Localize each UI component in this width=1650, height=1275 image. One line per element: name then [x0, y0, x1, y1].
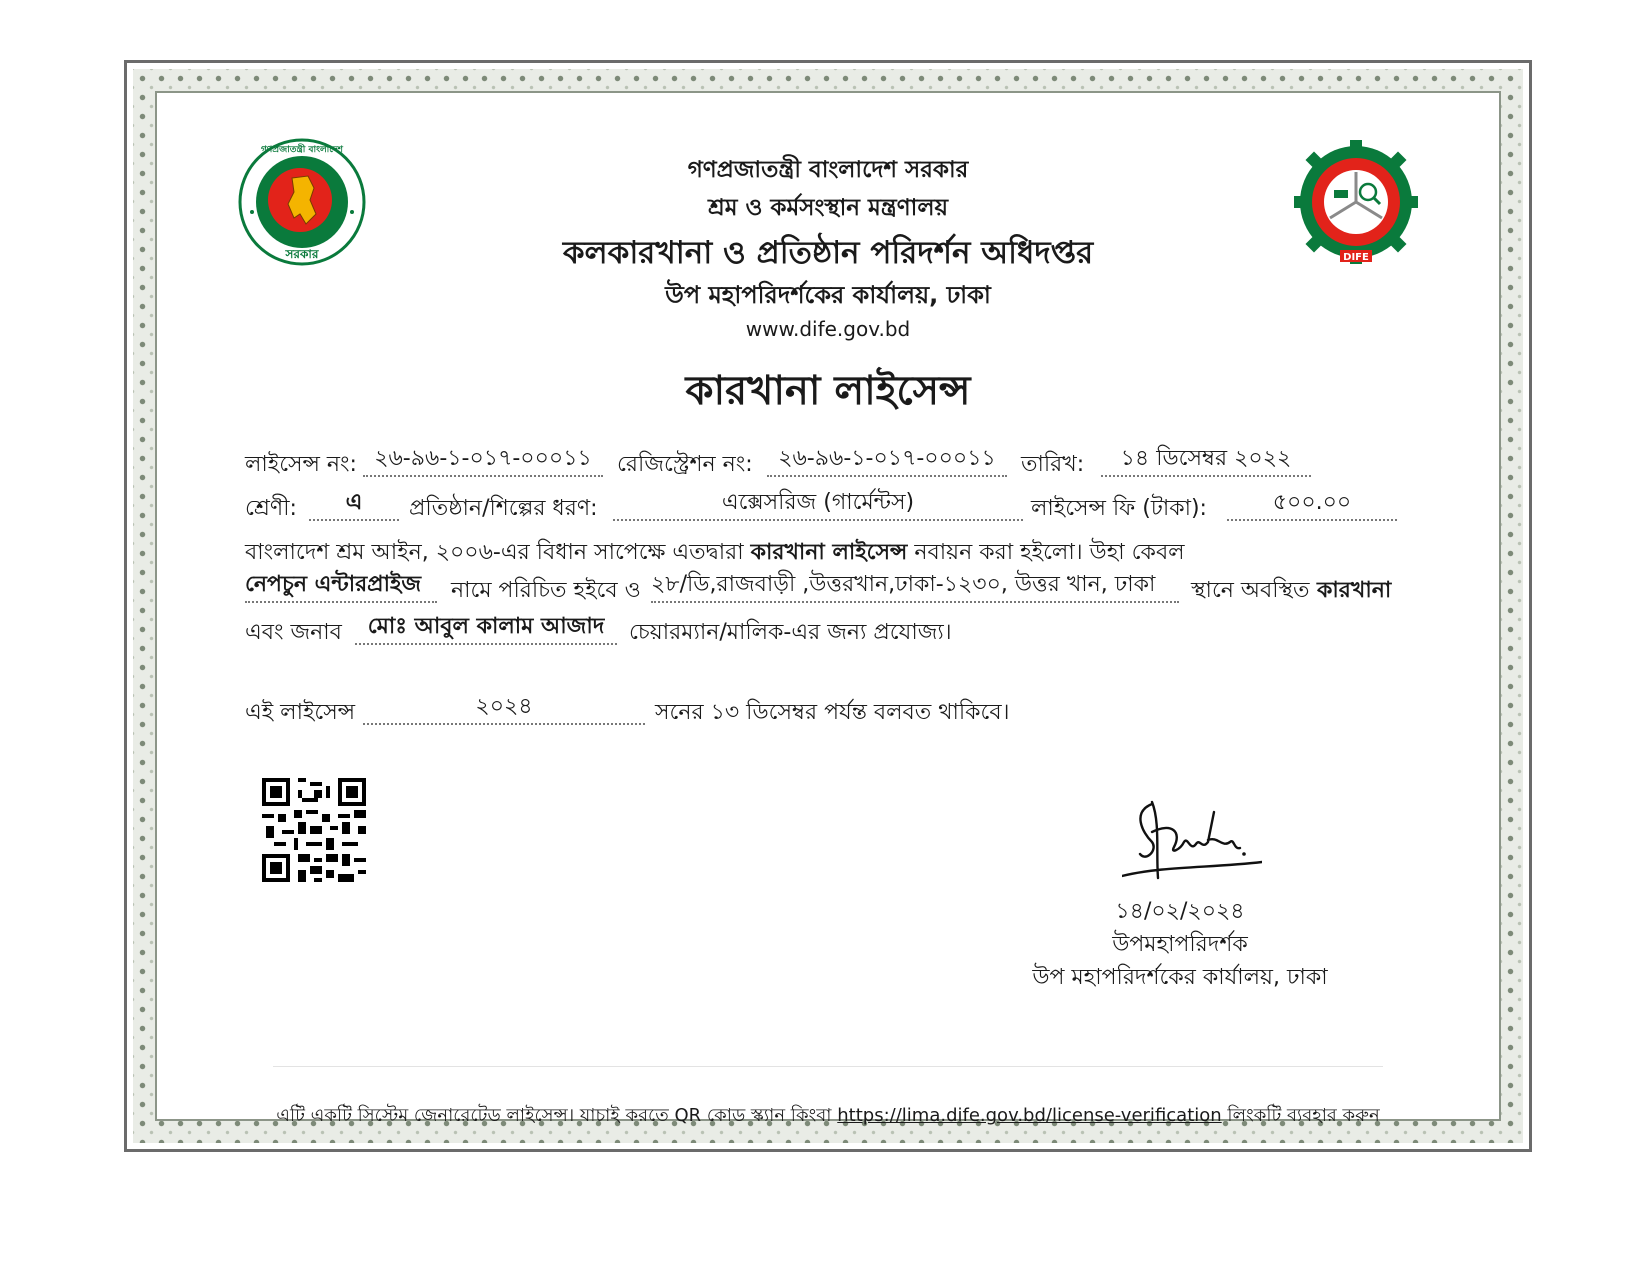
body-text: চেয়ারম্যান/মালিক-এর জন্য প্রযোজ্য। [629, 620, 952, 645]
license-row-1 [157, 445, 1499, 485]
dife-logo-icon [1292, 138, 1420, 266]
owner-name: মোঃ আবুল কালাম আজাদ [355, 613, 617, 645]
verification-link[interactable]: https://lima.dife.gov.bd/license-verification [837, 1105, 1222, 1126]
class-label: শ্রেণী: [245, 496, 297, 521]
body-text: বাংলাদেশ শ্রম আইন, ২০০৬-এর বিধান সাপেক্ষে এতদ্বারা [245, 540, 744, 565]
footer-text: লিংকটি ব্যবহার করুন [1227, 1105, 1380, 1126]
class-value: এ [309, 489, 399, 521]
qr-code-icon[interactable] [262, 778, 366, 882]
footer-note [157, 1101, 1499, 1132]
bangladesh-govt-seal-icon [238, 138, 366, 266]
body-text: নবায়ন করা হইলো। উহা কেবল [914, 540, 1185, 565]
govt-name: গণপ্রজাতন্ত্রী বাংলাদেশ সরকার [687, 157, 969, 183]
type-value: এক্সেসরিজ (গার্মেন্টস) [613, 489, 1023, 521]
signature-block [1010, 895, 1350, 994]
validity-prefix: এই লাইসেন্স [245, 700, 356, 725]
body-line-3 [157, 613, 1499, 653]
date-label: তারিখ: [1021, 452, 1085, 477]
signature-icon [1122, 792, 1262, 892]
body-line-2 [157, 571, 1499, 611]
validity-year: ২০২৪ [363, 693, 645, 725]
footer-divider [273, 1066, 1383, 1067]
signatory-office: উপ মহাপরিদর্শকের কার্যালয়, ঢাকা [1032, 965, 1328, 990]
validity-suffix: সনের ১৩ ডিসেম্বর পর্যন্ত বলবত থাকিবে। [655, 700, 1010, 725]
body-bold-text: কারখানা লাইসেন্স [750, 540, 908, 565]
body-text: নামে পরিচিত হইবে ও [451, 578, 641, 603]
registration-no-value: ২৬-৯৬-১-০১৭-০০০১১ [767, 445, 1007, 477]
dife-logo-text: DIFE [1343, 252, 1369, 263]
seal-bottom-text: সরকার [285, 247, 319, 261]
validity-line [157, 693, 1499, 733]
date-value: ১৪ ডিসেম্বর ২০২২ [1101, 445, 1311, 477]
type-label: প্রতিষ্ঠান/শিল্পের ধরণ: [409, 496, 598, 521]
factory-address: ২৮/ডি,রাজবাড়ী ,উত্তরখান,ঢাকা-১২৩০, উত্তর খান, ঢাকা [651, 571, 1179, 603]
license-no-label: লাইসেন্স নং: [245, 452, 357, 477]
ministry-name: শ্রম ও কর্মসংস্থান মন্ত্রণালয় [707, 195, 949, 221]
seal-top-text: গণপ্রজাতন্ত্রী বাংলাদেশ [261, 145, 343, 155]
registration-no-label: রেজিস্ট্রেশন নং: [617, 452, 753, 477]
body-text: স্থানে অবস্থিত [1191, 578, 1310, 603]
license-row-2 [157, 489, 1499, 529]
signatory-designation: উপমহাপরিদর্শক [1112, 932, 1248, 957]
fee-label: লাইসেন্স ফি (টাকা): [1031, 496, 1207, 521]
body-line-1 [245, 535, 1185, 572]
body-bold-text: কারখানা [1317, 578, 1392, 603]
office-name: উপ মহাপরিদর্শকের কার্যালয়, ঢাকা [665, 281, 991, 309]
factory-name: নেপচুন এন্টারপ্রাইজ [245, 571, 437, 603]
website: www.dife.gov.bd [745, 317, 911, 341]
signature-date: ১৪/০২/২০২৪ [1115, 899, 1245, 924]
footer-text: এটি একটি সিস্টেম জেনারেটেড লাইসেন্স। যাচাই করতে QR কোড স্ক্যান কিংবা [276, 1105, 832, 1126]
page-title: কারখানা লাইসেন্স [685, 368, 971, 414]
license-no-value: ২৬-৯৬-১-০১৭-০০০১১ [363, 445, 603, 477]
body-text: এবং জনাব [245, 620, 342, 645]
fee-value: ৫০০.০০ [1227, 489, 1397, 521]
department-name: কলকারখানা ও প্রতিষ্ঠান পরিদর্শন অধিদপ্তর [562, 235, 1094, 271]
